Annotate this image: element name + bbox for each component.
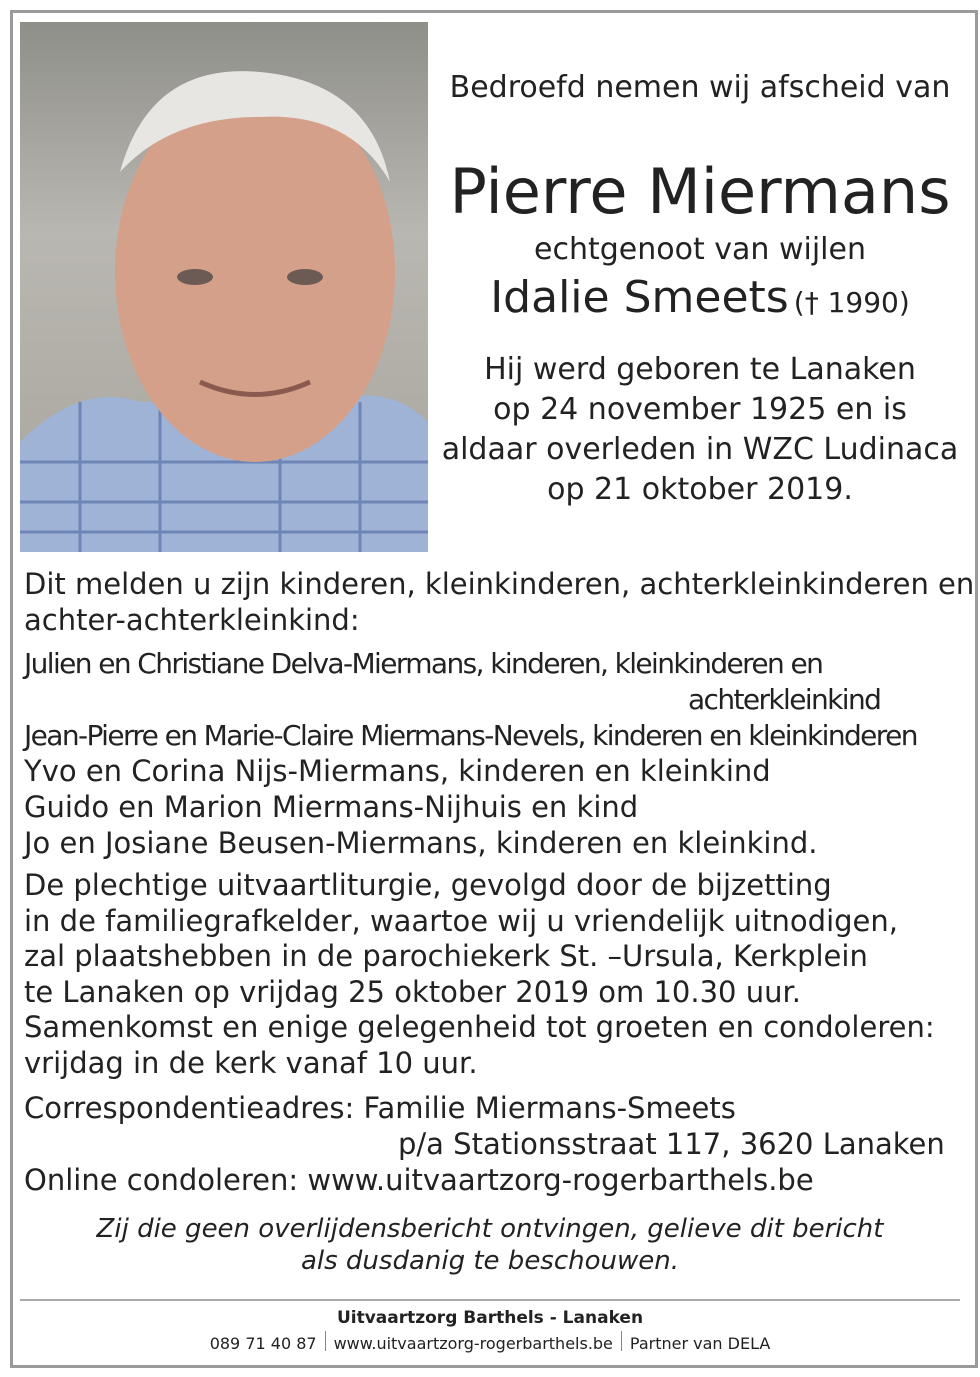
announcement (24, 566, 974, 638)
spouse-name: Idalie Smeets (490, 272, 789, 323)
funeral-info (24, 868, 935, 1081)
announce-line: Dit melden u zijn kinderen, kleinkinderen, achterkleinkinderen en (24, 567, 975, 601)
family-list (24, 753, 817, 861)
family-line: Julien en Christiane Delva-Miermans, kinderen, kleinkinderen en (24, 647, 823, 680)
spouse-prefix: echtgenoot van wijlen (534, 232, 866, 267)
correspondence: Correspondentieadres: Familie Miermans-Smeets (24, 1091, 736, 1125)
funeral-line: te Lanaken op vrijdag 25 oktober 2019 om 10.30 uur. (24, 974, 801, 1009)
address: p/a Stationsstraat 117, 3620 Lanaken (398, 1127, 945, 1161)
family-line: achterkleinkind (688, 683, 881, 716)
footer-divider (20, 1299, 960, 1301)
spouse-death: († 1990) (793, 286, 910, 319)
spouse-line (440, 272, 960, 323)
online-condolences[interactable]: Online condoleren: www.uitvaartzorg-rogerbarthels.be (24, 1163, 814, 1197)
family-line: Guido en Marion Miermans-Nijhuis en kind (24, 790, 639, 824)
family-line: Yvo en Corina Nijs-Miermans, kinderen en kleinkind (24, 754, 771, 788)
birth-line: op 21 oktober 2019. (547, 472, 853, 507)
separator (621, 1331, 622, 1351)
portrait-photo (20, 22, 428, 552)
birth-line: aldaar overleden in WZC Ludinaca (441, 432, 959, 467)
notice-line: als dusdanig te beschouwen. (300, 1246, 680, 1276)
funeral-line: zal plaatshebben in de parochiekerk St. –Ursula, Kerkplein (24, 939, 868, 973)
funeral-line: vrijdag in de kerk vanaf 10 uur. (24, 1045, 478, 1080)
funeral-line: De plechtige uitvaartliturgie, gevolgd door de bijzetting (24, 868, 832, 902)
funeral-line: in de familiegrafkelder, waartoe wij u vriendelijk uitnodigen, (24, 903, 898, 938)
deceased-name: Pierre Miermans (449, 155, 951, 228)
funeral-line: Samenkomst en enige gelegenheid tot groeten en condoleren: (24, 1010, 935, 1044)
footer-contact (20, 1331, 960, 1353)
footer-partner: Partner van DELA (629, 1334, 771, 1353)
footer-website[interactable]: www.uitvaartzorg-rogerbarthels.be (333, 1334, 613, 1353)
notice-line: Zij die geen overlijdensbericht ontvingen, gelieve dit bericht (96, 1214, 884, 1244)
birth-death-info (440, 350, 960, 510)
intro-text: Bedroefd nemen wij afscheid van (449, 70, 951, 105)
separator (325, 1331, 326, 1351)
announce-line: achter-achterkleinkind: (24, 603, 360, 637)
family-line: Jo en Josiane Beusen-Miermans, kinderen en kleinkind. (24, 826, 818, 860)
birth-line: op 24 november 1925 en is (493, 392, 907, 427)
birth-line: Hij werd geboren te Lanaken (484, 352, 916, 387)
footer-company: Uitvaartzorg Barthels - Lanaken (336, 1308, 644, 1328)
footer-phone: 089 71 40 87 (209, 1334, 317, 1353)
family-line: Jean-Pierre en Marie-Claire Miermans-Nevels, kinderen en kleinkinderen (24, 719, 917, 752)
